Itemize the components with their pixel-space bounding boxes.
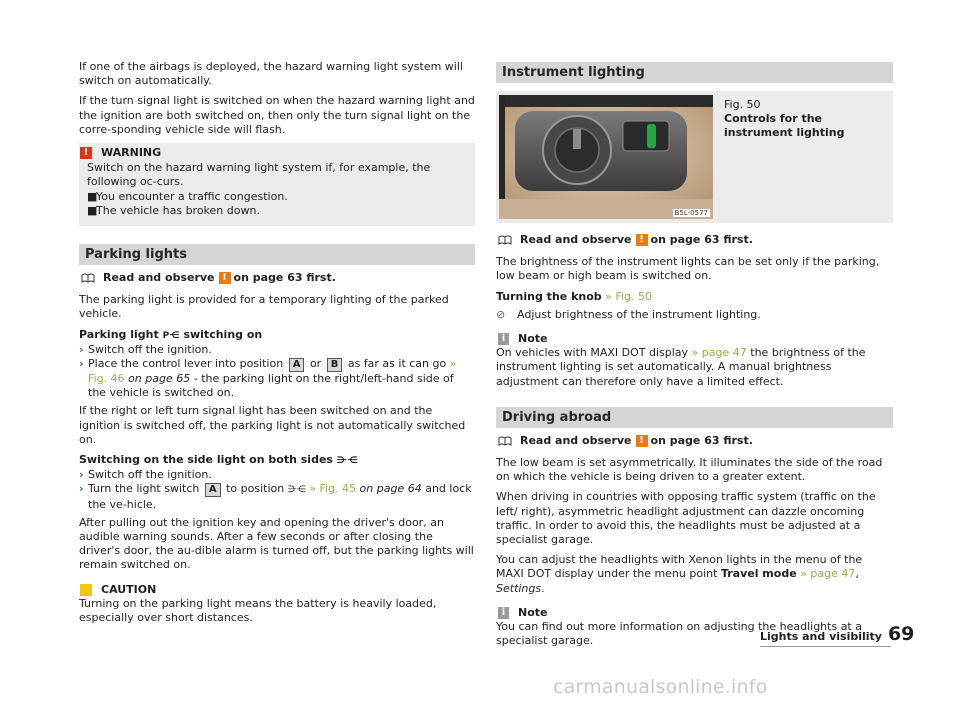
intro-paragraph-2: If the turn signal light is switched on when the hazard warning light and the ignition are both switched on, then only the turn signal light on the corre-sponding vehicle side will flash. <box>79 94 475 136</box>
note-text-2: You can find out more information on adjusting the headlights at a specialist garage. <box>496 620 862 648</box>
footer-section: Lights and visibility <box>760 630 882 643</box>
abroad-paragraph-1: The low beam is set asymmetrically. It illuminates the side of the road on which the vehicle is being driven to a greater extent. <box>496 456 883 484</box>
read-observe-line: Read and observe ! on page 63 first. <box>79 271 475 285</box>
observe-warning-icon: ! <box>219 272 231 284</box>
step-item: › Switch off the ignition. <box>79 468 212 482</box>
info-icon: i <box>498 607 509 619</box>
parking-switch-heading: Parking light P⋲ switching on <box>79 327 263 341</box>
figure-code: B5L-0577 <box>674 209 708 217</box>
step-item: › Turn the light switch A to position ⋺⋲ » Fig. 45 on page 64 and lock the ve-hicle. <box>79 482 472 511</box>
step-item: › Switch off the ignition. <box>79 342 212 356</box>
parking-paragraph-3: After pulling out the ignition key and opening the driver's door, an audible warning sounds. After a few seconds or after closing the driver's door, the au-dible alarm is turned off, but the parking lights will remain switched on. <box>79 515 474 572</box>
light-switch-photo <box>499 95 713 219</box>
info-icon: i <box>498 333 509 345</box>
section-header-parking: Parking lights <box>79 244 475 265</box>
side-light-icon: ⋺⋲ <box>336 456 358 467</box>
parking-light-icon: P⋲ <box>162 330 180 341</box>
warning-text: Switch on the hazard warning light system if, for example, the following oc-curs. <box>87 161 431 189</box>
read-observe-line: Read and observe ! on page 63 first. <box>496 233 893 247</box>
note-header: i Note <box>496 332 893 346</box>
warning-bullet: ■ The vehicle has broken down. <box>87 203 260 217</box>
page-footer <box>760 623 915 645</box>
step-item: › Place the control lever into position A or B as far as it can go » Fig. 46 on page 65 - the parking light on the right/left-hand side of the vehicle is switched on. <box>79 357 457 400</box>
book-icon <box>498 436 512 446</box>
instrument-paragraph-1: The brightness of the instrument lights can be set only if the parking, low beam or high beam is switched on. <box>496 255 880 283</box>
abroad-paragraph-3: You can adjust the headlights with Xenon lights in the menu of the MAXI DOT display under the menu point Travel mode » page 47, Settings. <box>496 553 863 595</box>
side-light-heading: Switching on the side light on both sides ⋺⋲ <box>79 453 358 467</box>
warning-bullet: ■ You encounter a traffic congestion. <box>87 189 288 203</box>
knob-rotate-icon: ⊘ <box>496 307 506 321</box>
turn-knob-heading: Turning the knob » Fig. 50 <box>496 289 652 303</box>
observe-warning-icon: ! <box>636 234 648 246</box>
warning-box <box>79 143 475 226</box>
parking-paragraph-1: The parking light is provided for a temporary lighting of the parked vehicle. <box>79 293 449 321</box>
note-text-1: On vehicles with MAXI DOT display » page 47 the brightness of the instrument lighting is set automatically. A manual brightness adjustment can therefore only have a limited effect. <box>496 346 866 388</box>
warning-header <box>79 146 467 160</box>
book-icon <box>498 235 512 245</box>
section-header-instrument: Instrument lighting <box>496 62 893 83</box>
read-observe-line: Read and observe ! on page 63 first. <box>496 434 893 448</box>
parking-paragraph-2: If the right or left turn signal light has been switched on and the ignition is switched off, the parking light is not automatically switched on. <box>79 404 466 446</box>
left-column <box>79 60 475 631</box>
figure-caption: Fig. 50 Controls for the instrument lighting <box>724 98 845 140</box>
abroad-paragraph-2: When driving in countries with opposing traffic system (traffic on the left/ right), asymmetric headlight adjustment can dazzle oncoming traffic. In order to avoid this, the headlights must be adjusted at a specialist garage. <box>496 490 876 547</box>
right-column <box>496 60 893 654</box>
key-a-badge: A <box>205 483 221 497</box>
page-link[interactable]: » page 47 <box>691 346 747 360</box>
figure-link[interactable]: » Fig. 45 <box>309 482 357 496</box>
footer-divider <box>760 646 891 647</box>
adjust-brightness-line: ⊘ Adjust brightness of the instrument lighting. <box>496 307 761 321</box>
caution-text: Turning on the parking light means the battery is heavily loaded, especially over short distances. <box>79 596 437 625</box>
figure-50 <box>496 91 893 223</box>
book-icon <box>81 273 95 283</box>
figure-link[interactable]: » Fig. 46 <box>88 357 457 386</box>
watermark-text: carmanualsonline.info <box>553 676 768 698</box>
side-light-icon: ⋺⋲ <box>287 485 306 496</box>
warning-label: WARNING <box>101 146 162 160</box>
note-header: i Note <box>496 606 893 620</box>
intro-paragraph-1: If one of the airbags is deployed, the hazard warning light system will switch on automatically. <box>79 60 463 88</box>
page-link[interactable]: » page 47 <box>800 567 856 581</box>
caution-icon <box>80 584 92 596</box>
section-header-abroad: Driving abroad <box>496 407 893 428</box>
key-a-badge: A <box>289 358 305 372</box>
page-number: 69 <box>887 623 915 645</box>
exclamation-icon: ! <box>80 147 92 159</box>
figure-link[interactable]: » Fig. 50 <box>605 289 652 303</box>
key-b-badge: B <box>327 358 343 372</box>
observe-warning-icon: ! <box>636 435 648 447</box>
caution-header: CAUTION <box>79 583 475 597</box>
